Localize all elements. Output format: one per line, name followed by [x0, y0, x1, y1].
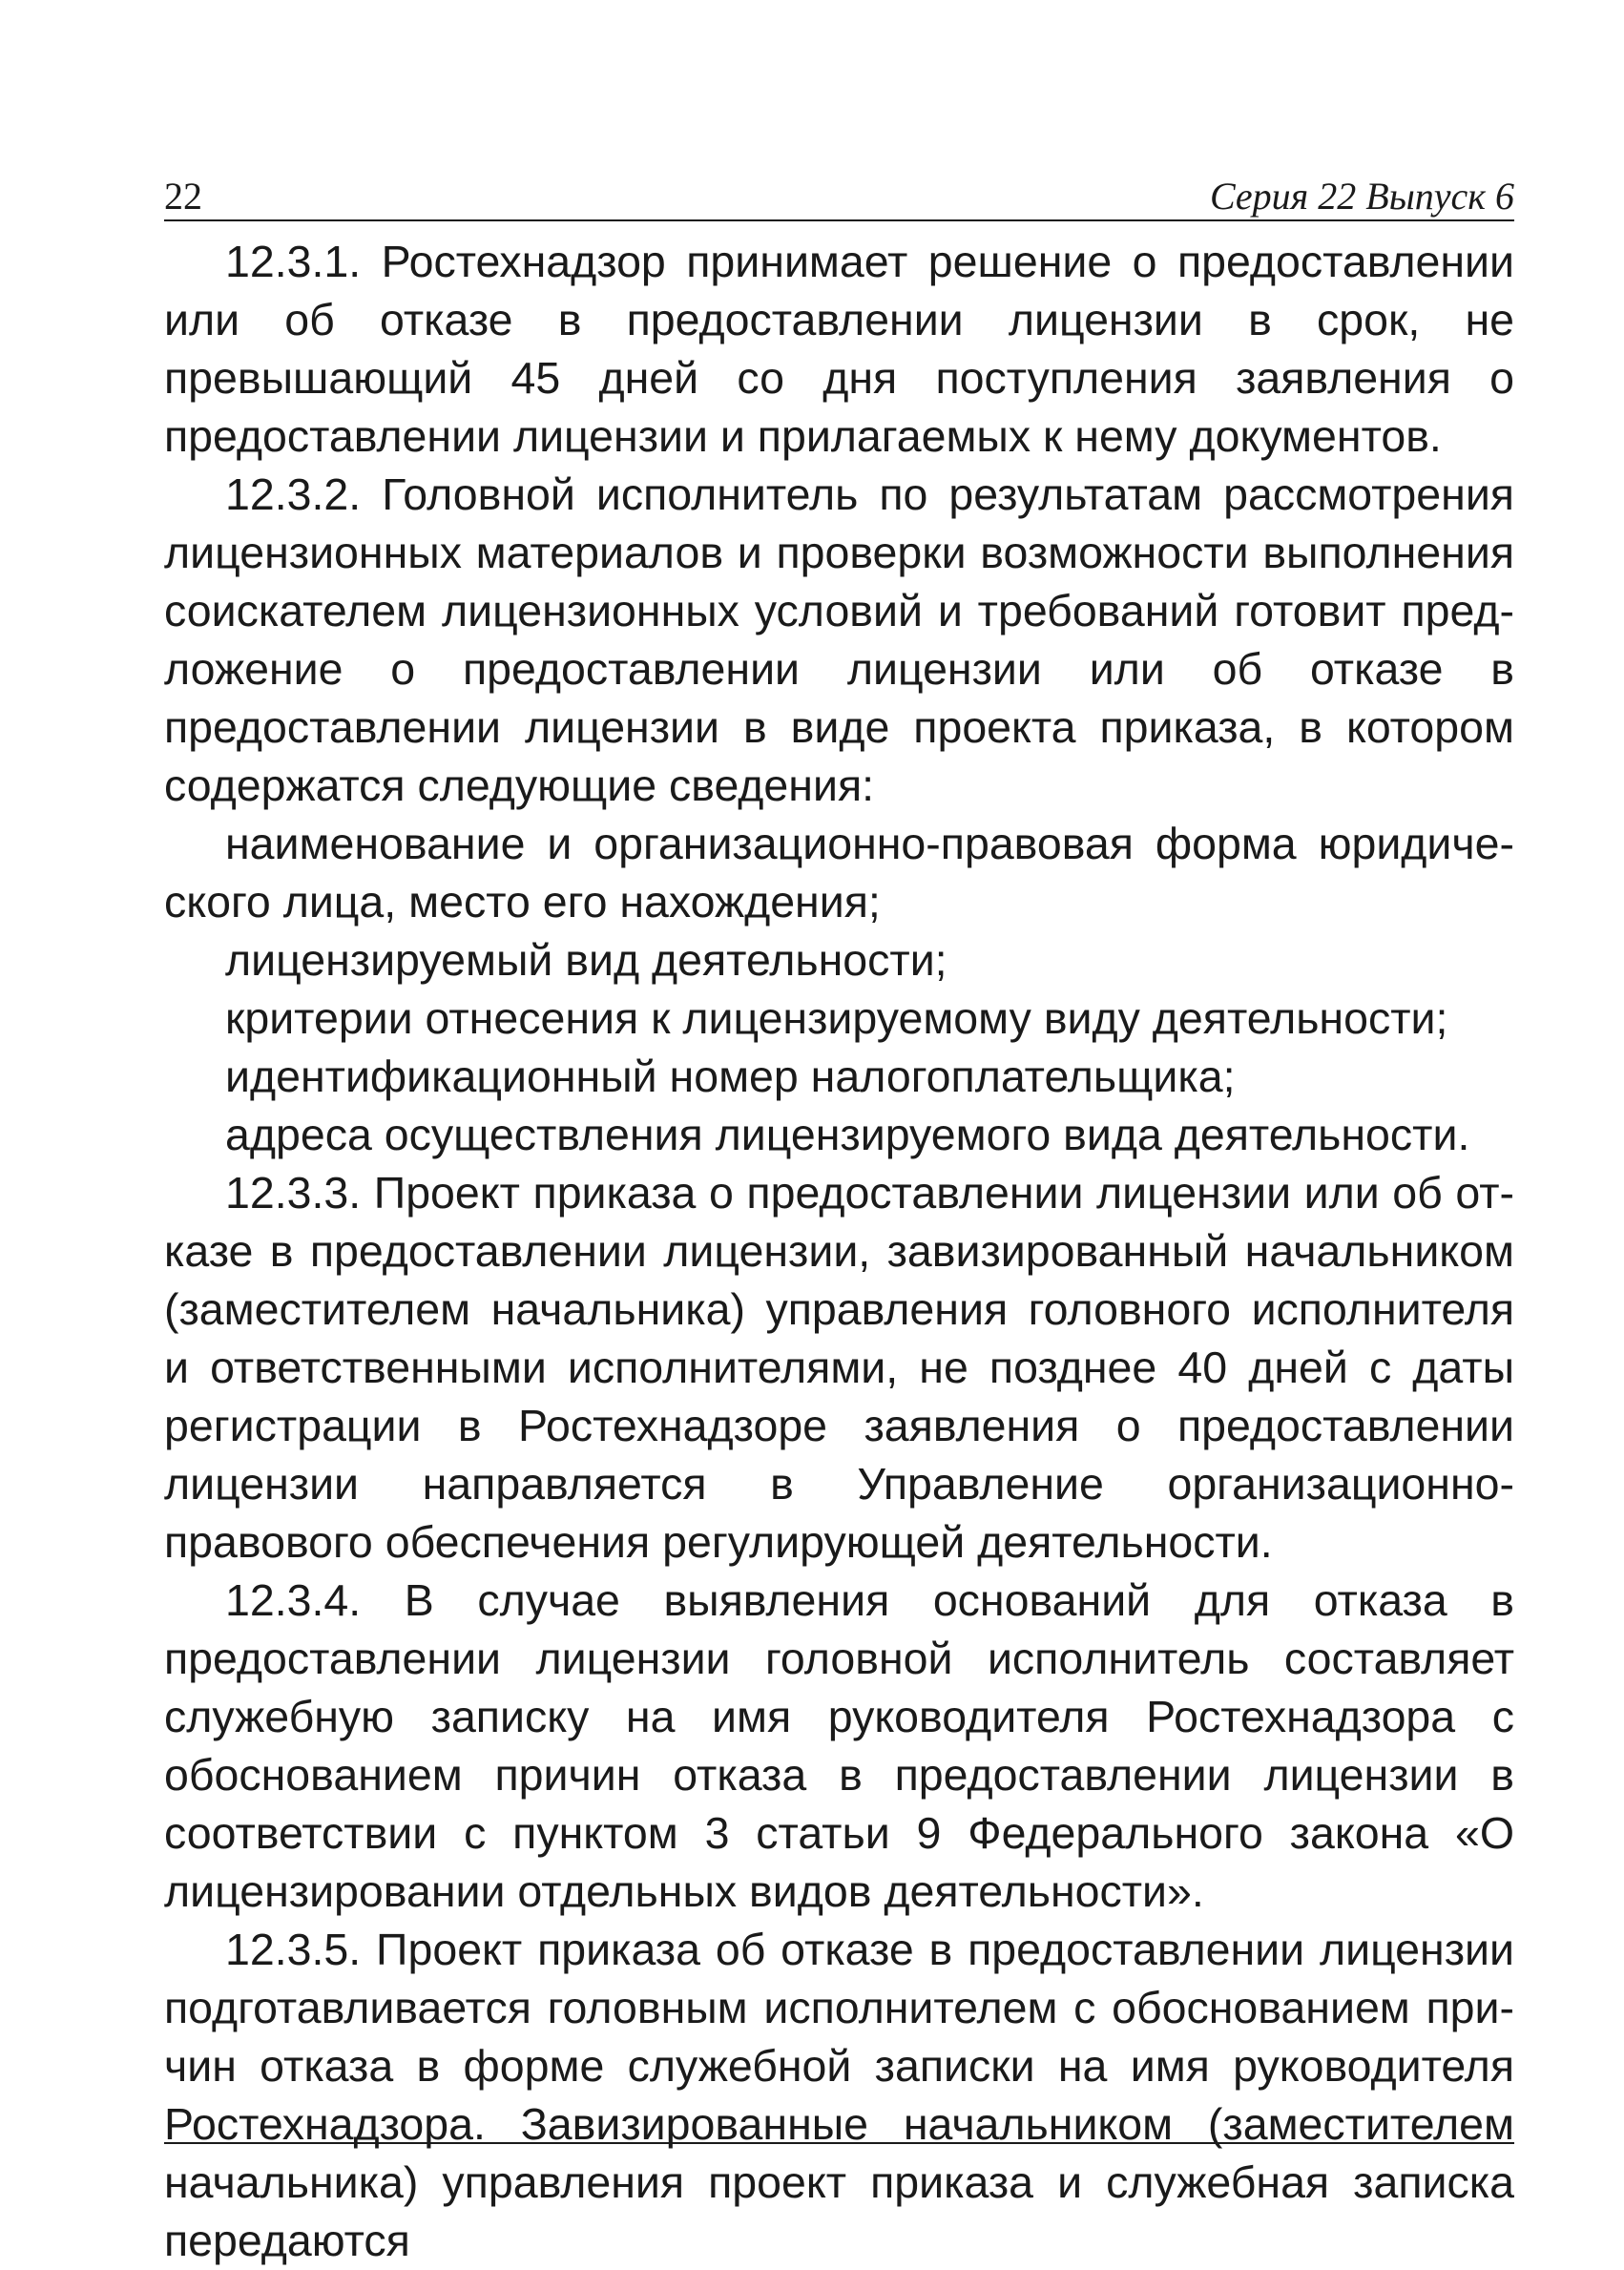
list-item: идентификационный номер налогоплательщика; — [225, 1052, 1236, 1101]
list-item: критерии отнесения к лицензируемому виду деятельности; — [225, 993, 1448, 1043]
list-item: лицензируемый вид деятельности; — [225, 935, 947, 985]
paragraph-12-3-3: 12.3.3. Проект приказа о предоставлении лицензии или об отказе в предоставлении лицензии, завизированный начальником (заместителем начальника) управления головного исполнителя и ответственными исполнителями, не позднее 40 дней с даты регистрации в Ростехнадзоре заявления о предоставлении лицензии направляется в Управление организационно-правового обеспечения регулирующей деятельности. — [164, 1168, 1514, 1567]
info-list — [164, 815, 1514, 1164]
bottom-rule — [164, 2142, 1514, 2144]
paragraph-12-3-5: 12.3.5. Проект приказа об отказе в предоставлении лицензии подготавливается головным исполнителем с обоснованием причин отказа в форме служебной записки на имя руководителя Ростехнадзора. Завизированные начальником (заместителем начальника) управления проект приказа и служебная записка передаются — [164, 1925, 1514, 2265]
document-page — [164, 162, 1514, 2270]
running-head — [164, 162, 1514, 221]
paragraph-12-3-1: 12.3.1. Ростехнадзор принимает решение о предоставлении или об отказе в предоставлении лицензии в срок, не превышающий 45 дней со дня поступления заявления о предоставлении лицензии и прилагаемых к нему документов. — [164, 237, 1514, 461]
body-text — [164, 233, 1514, 2270]
paragraph-12-3-2: 12.3.2. Головной исполнитель по результатам рассмотрения лицензионных материалов и проверки возможности выполнения соискателем лицензионных условий и требований готовит предложение о предоставлении лицензии или об отказе в предоставлении лицензии в виде проекта приказа, в котором содержатся следующие сведения: — [164, 469, 1514, 810]
paragraph-12-3-4: 12.3.4. В случае выявления оснований для отказа в предоставлении лицензии головной исполнитель составляет служебную записку на имя руководителя Ростехнадзора с обоснованием причин отказа в предоставлении лицензии в соответствии с пунктом 3 статьи 9 Федерального закона «О лицензировании отдельных видов деятельности». — [164, 1575, 1514, 1916]
list-item: адреса осуществления лицензируемого вида деятельности. — [225, 1110, 1470, 1159]
list-item: наименование и организационно-правовая форма юридического лица, место его нахождения; — [164, 819, 1514, 927]
series-title: Серия 22 Выпуск 6 — [1209, 175, 1514, 218]
page-number: 22 — [164, 175, 202, 218]
